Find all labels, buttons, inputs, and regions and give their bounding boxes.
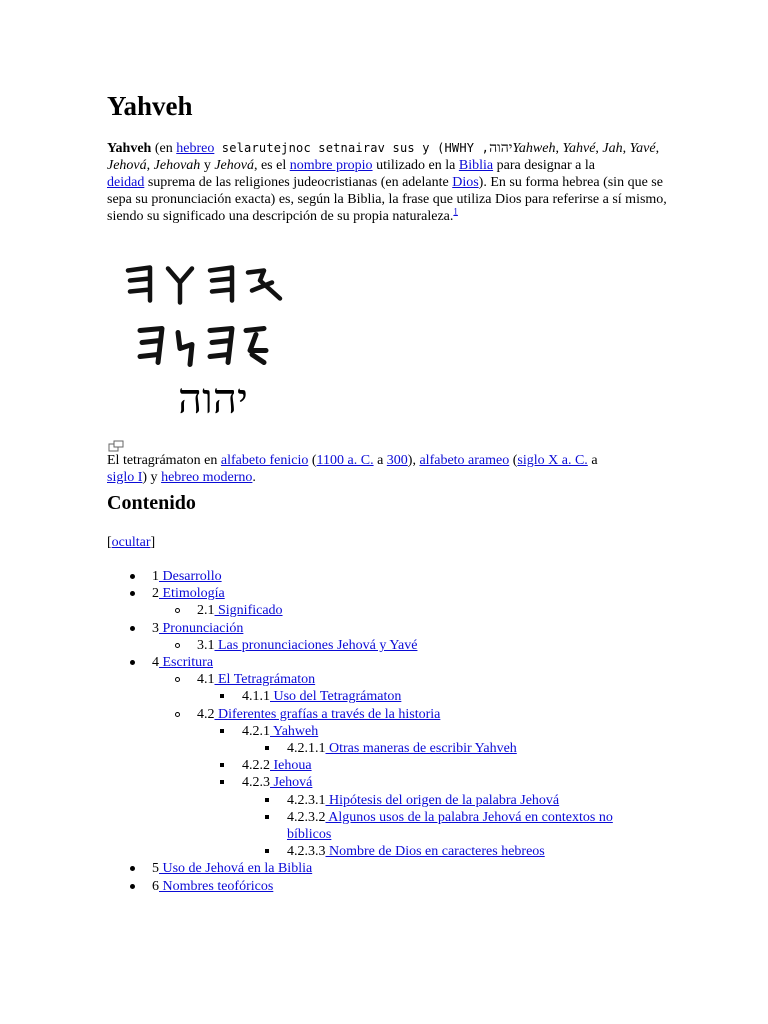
toc-link[interactable]: Nombre de Dios en caracteres hebreos — [325, 844, 545, 860]
toc-item — [152, 654, 213, 671]
link-1100-ac[interactable]: 1100 a. C. — [316, 453, 374, 468]
modern-hebrew-glyphs: יהוה — [177, 374, 249, 423]
toc-link[interactable]: Pronunciación — [159, 620, 244, 636]
toc-link[interactable]: Algunos usos de la palabra Jehová en contextos no — [325, 809, 613, 825]
toc-link[interactable]: Nombres teofóricos — [159, 878, 274, 894]
intro-text: suprema de las religiones judeocristianas (en adelante — [144, 175, 453, 190]
toc-item — [242, 688, 401, 705]
toc-item — [242, 723, 318, 740]
page-title: Yahveh — [107, 91, 193, 121]
intro-text: para designar a la — [493, 158, 595, 173]
toc-link[interactable]: Diferentes grafías a través de la historia — [214, 706, 441, 722]
toc-bullet — [130, 884, 135, 889]
intro-bold-term: Yahveh — [107, 141, 152, 156]
caption-text: a — [587, 453, 598, 468]
link-nombre-propio[interactable]: nombre propio — [289, 158, 373, 173]
toc-bullet — [175, 712, 180, 717]
caption-text: ) y — [142, 470, 162, 485]
caption-text: ( — [509, 453, 518, 468]
intro-yave: Yavé — [629, 141, 656, 156]
toc-number: 4.2.1 — [242, 723, 270, 739]
caption-text: a — [373, 453, 387, 468]
toc-bullet — [220, 694, 224, 698]
link-alfabeto-arameo[interactable]: alfabeto arameo — [419, 453, 510, 468]
toc-bullet — [220, 763, 224, 767]
aramaic-script-glyphs — [118, 322, 288, 372]
toc-item — [197, 602, 283, 619]
toggle-bracket: ] — [150, 535, 156, 550]
link-300[interactable]: 300 — [386, 453, 408, 468]
intro-paragraph — [107, 140, 667, 225]
toc-bullet — [175, 643, 180, 648]
toc-number: 5 — [152, 861, 159, 877]
link-siglo-i[interactable]: siglo I — [107, 470, 143, 485]
toc-item — [152, 585, 225, 602]
toc-item — [197, 637, 417, 654]
toggle-bracket: [ — [107, 535, 112, 550]
intro-text: y — [200, 158, 215, 173]
toc-bullet — [175, 677, 180, 682]
intro-comma: , — [595, 141, 603, 156]
toc-link[interactable]: Uso del Tetragrámaton — [270, 689, 402, 705]
toc-number: 4.2.3.3 — [287, 844, 326, 860]
toc-number: 4.1 — [197, 672, 215, 688]
intro-text: utilizado en la — [372, 158, 459, 173]
toc-link[interactable]: Las pronunciaciones Jehová y Yavé — [214, 637, 418, 653]
intro-yahweh: Yahweh — [512, 141, 556, 156]
intro-text: ). En su forma hebrea (sin que se sepa su pronunciación exacta) es, según la Biblia, la frase que utiliza Dios para referirse a sí mismo, siendo su significado una descripción de su propia naturaleza. — [107, 175, 667, 224]
toc-bullet — [265, 798, 269, 802]
toc-bullet — [220, 780, 224, 784]
toc-number: 3.1 — [197, 637, 215, 653]
toc-number: 4.2.3.1 — [287, 792, 326, 808]
intro-hebrew-name: יהוה — [489, 141, 513, 156]
intro-yahve: Yahvé — [562, 141, 596, 156]
link-siglo-x-ac[interactable]: siglo X a. C. — [517, 453, 588, 468]
toc-number: 4.2.1.1 — [287, 741, 326, 756]
intro-comma: , — [555, 141, 563, 156]
toc-number: 1 — [152, 569, 159, 584]
toc-bullet — [265, 849, 269, 853]
toc-item — [197, 706, 440, 723]
link-biblia[interactable]: Biblia — [458, 158, 494, 173]
toc-toggle — [107, 534, 155, 551]
toc-item — [152, 878, 273, 895]
toc-item — [152, 860, 312, 877]
toc-link[interactable]: Escritura — [159, 655, 214, 670]
toc-item — [152, 568, 222, 585]
toc-number: 2 — [152, 586, 159, 602]
toc-item — [287, 809, 613, 843]
toc-bullet — [130, 591, 135, 596]
toc-link[interactable]: Desarrollo — [159, 569, 222, 584]
toc-link[interactable]: Significado — [214, 603, 283, 619]
contents-heading: Contenido — [107, 492, 196, 514]
toc-link[interactable]: Hipótesis del origen de la palabra Jehová — [325, 792, 560, 808]
toc-item — [287, 740, 517, 757]
toc-link[interactable]: Yahweh — [270, 723, 319, 739]
toc-number: 2.1 — [197, 603, 215, 619]
intro-comma: , — [622, 141, 630, 156]
toc-link-continued[interactable]: bíblicos — [287, 826, 332, 842]
toc-bullet — [265, 746, 269, 750]
intro-comma: , — [146, 158, 154, 173]
intro-jehovah: Jehovah — [153, 158, 201, 173]
toc-number: 4.2.3.2 — [287, 809, 326, 825]
toc-bullet — [130, 574, 135, 579]
intro-jehova-2: Jehová — [214, 158, 254, 173]
toc-item — [242, 774, 312, 791]
link-dios[interactable]: Dios — [452, 175, 479, 190]
magnify-clip-icon[interactable] — [108, 440, 124, 452]
toc-link[interactable]: Etimología — [159, 586, 225, 602]
toc-item — [197, 671, 315, 688]
caption-text: El tetragrámaton en — [107, 453, 221, 468]
toc-item — [287, 792, 559, 809]
toc-number: 4.2 — [197, 706, 215, 722]
link-deidad[interactable]: deidad — [107, 175, 145, 190]
toc-item — [242, 757, 312, 774]
caption-text: ( — [308, 453, 317, 468]
reference-1[interactable]: 1 — [453, 206, 458, 217]
intro-jehova: Jehová — [107, 158, 147, 173]
toc-number: 4 — [152, 655, 159, 670]
toc-number: 3 — [152, 620, 159, 636]
toc-link[interactable]: Uso de Jehová en la Biblia — [159, 861, 313, 877]
toc-link[interactable]: Jehová — [270, 775, 313, 791]
toc-bullet — [175, 608, 180, 613]
toc-bullet — [265, 815, 269, 819]
toc-number: 4.2.3 — [242, 775, 270, 791]
caption-text: ), — [407, 453, 420, 468]
phoenician-script-glyphs — [118, 260, 288, 310]
toc-bullet — [130, 660, 135, 665]
intro-text: , es el — [253, 158, 290, 173]
intro-comma: , — [655, 141, 660, 156]
caption-text: . — [252, 470, 256, 485]
toc-item — [287, 843, 545, 860]
toc-bullet — [220, 729, 224, 733]
intro-jah: Jah — [602, 141, 623, 156]
toc-hide-link[interactable]: ocultar — [111, 535, 151, 550]
toc-link[interactable]: Otras maneras de escribir Yahveh — [325, 741, 517, 756]
toc-link[interactable]: El Tetragrámaton — [214, 672, 316, 688]
link-hebreo-moderno[interactable]: hebreo moderno — [161, 470, 253, 485]
link-hebreo[interactable]: hebreo — [176, 141, 215, 156]
toc-number: 4.1.1 — [242, 689, 270, 705]
toc-link[interactable]: Iehoua — [270, 758, 312, 774]
link-alfabeto-fenicio[interactable]: alfabeto fenicio — [220, 453, 309, 468]
toc-bullet — [130, 626, 135, 631]
image-caption — [107, 452, 667, 486]
intro-reversed-text: selarutejnoc setnairav sus y (HWHY , — [214, 141, 490, 155]
toc-number: 4.2.2 — [242, 758, 270, 774]
toc-item — [152, 620, 243, 637]
toc-number: 6 — [152, 878, 159, 894]
intro-text: (en — [151, 141, 177, 156]
toc-bullet — [130, 866, 135, 871]
tetragrammaton-image[interactable] — [118, 250, 298, 440]
